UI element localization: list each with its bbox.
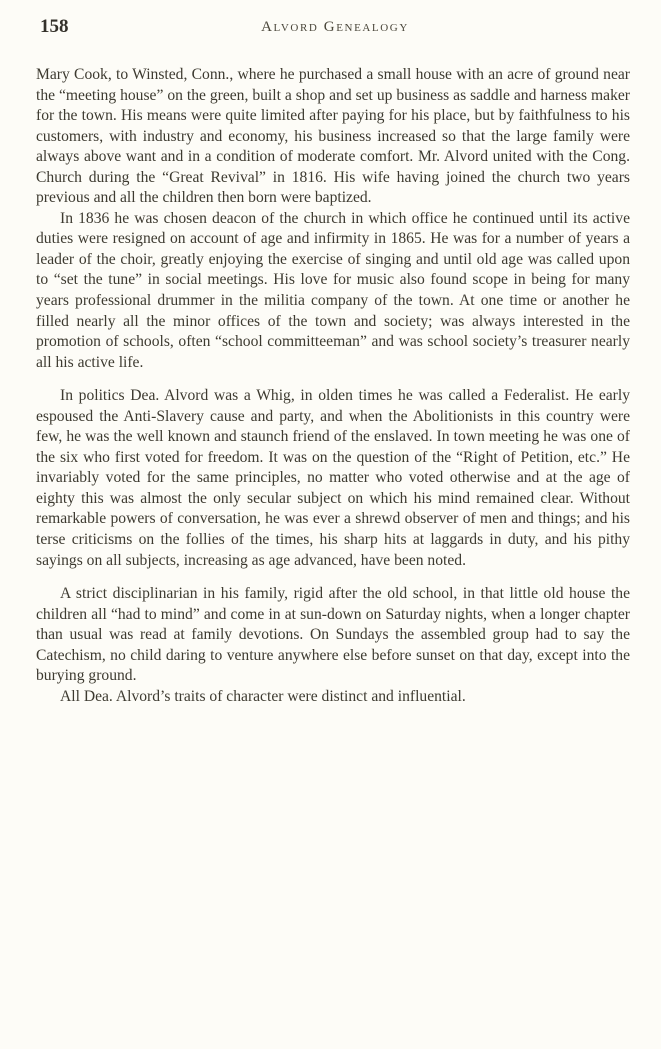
running-title: Alvord Genealogy: [261, 19, 409, 35]
page-number: 158: [40, 16, 69, 37]
paragraph-2: In 1836 he was chosen deacon of the church in which office he continued until its active duties were resigned on account of age and infirmity in 1865. He was for a number of years a leader of the choir, greatly enjoying the exercise of singing and until old age was called upon to “set the tune” in social meetings. His love for music also found scope in being for many years professional drummer in the militia company of the town. At one time or another he filled nearly all the minor offices of the town and society; was always interested in the promotion of schools, often “school committeeman” and was school society’s treasurer nearly all his active life.: [36, 209, 630, 371]
paragraph-1: Mary Cook, to Winsted, Conn., where he purchased a small house with an acre of ground near the “meeting house” on the green, built a shop and set up business as saddle and harness maker for the town. His means were quite limited after paying for his place, but by faithfulness to his customers, with industry and economy, his business increased so that the large family were always above want and in a condition of moderate comfort. Mr. Alvord united with the Cong. Church during the “Great Revival” in 1816. His wife having joined the church two years previous and all the children then born were baptized.: [36, 66, 630, 207]
paragraph-4: A strict disciplinarian in his family, rigid after the old school, in that little old house the children all “had to mind” and come in at sun-down on Saturday nights, when a longer chapter than usual was read at family devotions. On Sundays the assembled group had to say the Catechism, no child daring to venture anywhere else before sunset on that day, except into the burying ground.: [36, 585, 630, 685]
page-header: [40, 16, 630, 44]
paragraph-5: All Dea. Alvord’s traits of character were distinct and influential.: [60, 687, 466, 705]
page-body: [36, 65, 630, 707]
paragraph-3: In politics Dea. Alvord was a Whig, in olden times he was called a Federalist. He early espoused the Anti-Slavery cause and party, and when the Abolitionists in this country were few, he was the well known and staunch friend of the enslaved. In town meeting he was one of the six who first voted for freedom. It was on the question of the “Right of Petition, etc.” He invariably voted for the same principles, no matter who voted otherwise and at the age of eighty this was almost the only secular subject on which his mind remained clear. Without remarkable powers of conversation, he was ever a shrewd observer of men and things; and his terse criticisms on the follies of the times, his sharp hits at laggards in duty, and his pithy sayings on all subjects, increasing as age advanced, have been noted.: [36, 387, 630, 569]
